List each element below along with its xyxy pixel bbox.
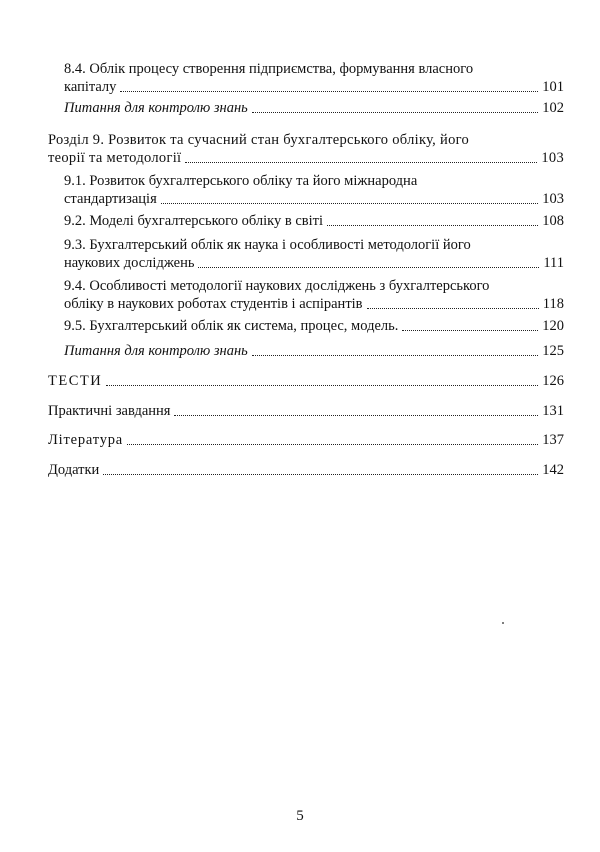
toc-entry-text: Питання для контролю знань bbox=[64, 343, 248, 359]
toc-entry-text: Питання для контролю знань bbox=[64, 100, 248, 116]
page-ref: 103 bbox=[542, 191, 564, 207]
toc-entry-text: 9.2. Моделі бухгалтерського обліку в світі bbox=[64, 213, 323, 229]
page-ref: 142 bbox=[542, 462, 564, 478]
dot-leader bbox=[327, 225, 538, 226]
toc-entry-text: теорії та методології bbox=[48, 150, 182, 166]
toc-entry-9-5 bbox=[64, 317, 564, 335]
toc-entry-text: обліку в наукових роботах студентів і аспірантів bbox=[64, 296, 363, 312]
toc-entry-questions-9 bbox=[64, 342, 564, 360]
toc-entry-text: 9.5. Бухгалтерський облік як система, процес, модель. bbox=[64, 318, 399, 334]
page-ref: 118 bbox=[542, 296, 564, 312]
dot-leader bbox=[161, 203, 539, 204]
toc-entry-text: стандартизація bbox=[64, 191, 157, 207]
dot-leader bbox=[174, 415, 538, 416]
toc-entry-text: 9.3. Бухгалтерський облік як наука і особливості методології його bbox=[64, 237, 471, 253]
page-number: 5 bbox=[296, 808, 304, 824]
toc-entry-text: Розділ 9. Розвиток та сучасний стан бухгалтерського обліку, його bbox=[48, 132, 470, 148]
toc-entry-appendices bbox=[48, 461, 564, 479]
toc-entry-questions-8 bbox=[64, 99, 564, 117]
page-ref: 137 bbox=[542, 432, 564, 448]
page-ref: 101 bbox=[542, 79, 564, 95]
dot-leader bbox=[185, 162, 537, 163]
toc-entry-9-4 bbox=[64, 277, 564, 313]
dot-leader bbox=[402, 330, 538, 331]
dot-leader bbox=[103, 474, 538, 475]
toc-entry-text: ТЕСТИ bbox=[48, 373, 103, 389]
toc-entry-8-4 bbox=[64, 60, 564, 96]
page-ref: 131 bbox=[542, 403, 564, 419]
dot-leader bbox=[252, 355, 539, 356]
toc-entry-text: капіталу bbox=[64, 79, 117, 95]
page-ref: 120 bbox=[542, 318, 564, 334]
toc-entry-9-3 bbox=[64, 236, 564, 272]
scan-speck bbox=[502, 622, 504, 624]
toc-entry-9-1 bbox=[64, 172, 564, 208]
page-ref: 126 bbox=[542, 373, 564, 389]
toc-entry-text: Література bbox=[48, 432, 124, 448]
toc-entry-9-2 bbox=[64, 212, 564, 230]
dot-leader bbox=[106, 385, 538, 386]
toc-entry-text: Додатки bbox=[48, 462, 100, 478]
page-ref: 108 bbox=[542, 213, 564, 229]
toc-entry-text: 9.1. Розвиток бухгалтерського обліку та його міжнародна bbox=[64, 173, 418, 189]
toc-entry-text: Практичні завдання bbox=[48, 403, 171, 419]
toc-entry-section-9 bbox=[48, 131, 564, 167]
toc-entry-practical bbox=[48, 402, 564, 420]
dot-leader bbox=[120, 91, 538, 92]
dot-leader bbox=[367, 308, 539, 309]
toc-entry-text: 8.4. Облік процесу створення підприємства, формування власного bbox=[64, 61, 474, 77]
toc-entry-text: наукових досліджень bbox=[64, 255, 195, 271]
page-ref: 103 bbox=[541, 150, 564, 166]
toc-entry-tests bbox=[48, 372, 564, 390]
page-ref: 111 bbox=[543, 255, 564, 271]
page-ref: 102 bbox=[542, 100, 564, 116]
dot-leader bbox=[252, 112, 539, 113]
dot-leader bbox=[198, 267, 539, 268]
page-ref: 125 bbox=[542, 343, 564, 359]
toc-entry-literature bbox=[48, 431, 564, 449]
toc-entry-text: 9.4. Особливості методології наукових досліджень з бухгалтерського bbox=[64, 278, 490, 294]
dot-leader bbox=[127, 444, 538, 445]
